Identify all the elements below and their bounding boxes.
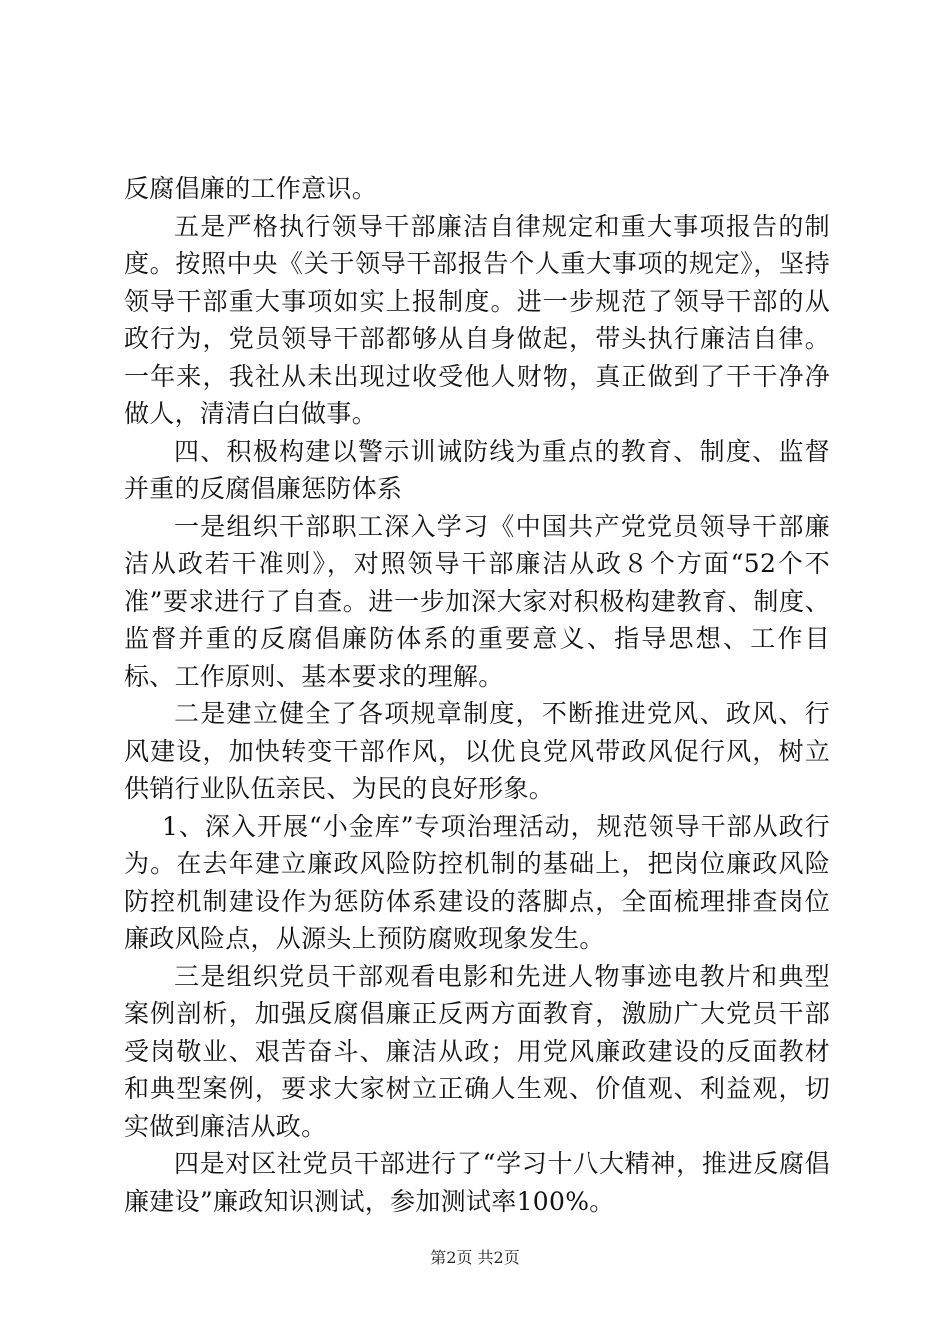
document-body (124, 170, 830, 1220)
paragraph-2: 五是严格执行领导干部廉洁自律规定和重大事项报告的制度。按照中央《关于领导干部报告个人重大事项的规定》，坚持领导干部重大事项如实上报制度。进一步规范了领导干部的从政行为，党员领导干部都够从自身做起，带头执行廉洁自律。一年来，我社从未出现过收受他人财物，真正做到了干干净净做人，清清白白做事。 (124, 211, 830, 428)
paragraph-6: 三是组织党员干部观看电影和先进人物事迹电教片和典型案例剖析，加强反腐倡廉正反两方面教育，激励广大党员干部受岗敬业、艰苦奋斗、廉洁从政；用党风廉政建设的反面教材和典型案例，要求大家树立正确人生观、价值观、利益观，切实做到廉洁从政。 (124, 961, 830, 1141)
paragraph-4: 二是建立健全了各项规章制度，不断推进党风、政风、行风建设，加快转变干部作风，以优良党风带政风促行风，树立供销行业队伍亲民、为民的良好形象。 (124, 699, 830, 803)
paragraph-5: 1、深入开展“小金库”专项治理活动，规范领导干部从政行为。在去年建立廉政风险防控机制的基础上，把岗位廉政风险防控机制建设作为惩防体系建设的落脚点，全面梳理排查岗位廉政风险点，从源头上预防腐败现象发生。 (124, 811, 830, 953)
page-footer (0, 1248, 950, 1268)
paragraph-7: 四是对区社党员干部进行了“学习十八大精神，推进反腐倡廉建设”廉政知识测试，参加测试率100%。 (124, 1149, 830, 1216)
page-number-label: 第2页 共2页 (430, 1248, 520, 1267)
paragraph-3: 一是组织干部职工深入学习《中国共产党党员领导干部廉洁从政若干准则》，对照领导干部廉洁从政８个方面“52个不准”要求进行了自查。进一步加深大家对积极构建教育、制度、监督并重的反腐倡廉防体系的重要意义、指导思想、工作目标、工作原则、基本要求的理解。 (124, 511, 830, 691)
paragraph-1: 反腐倡廉的工作意识。 (124, 174, 378, 203)
section-heading-4: 四、积极构建以警示训诫防线为重点的教育、制度、监督并重的反腐倡廉惩防体系 (124, 436, 830, 503)
